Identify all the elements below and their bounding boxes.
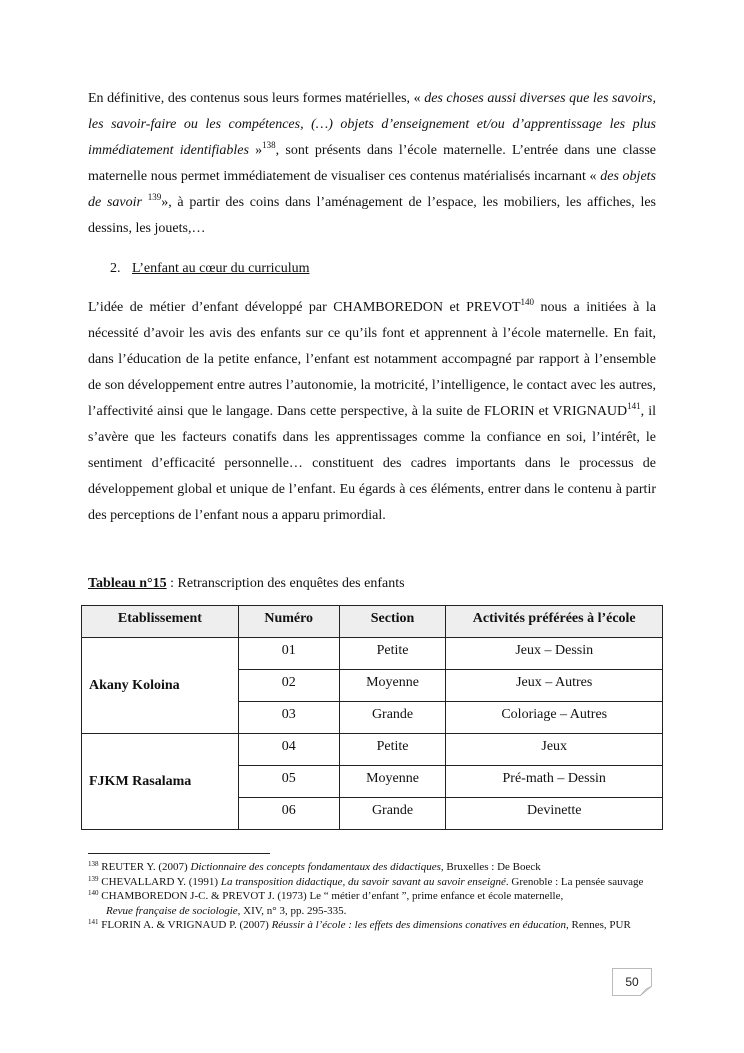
caption-label: Tableau n°15	[88, 576, 167, 591]
caption-text: : Retranscription des enquêtes des enfants	[166, 576, 405, 591]
numero-cell: 03	[238, 702, 339, 734]
activites-cell: Jeux	[446, 734, 663, 766]
footnote-number: 138	[88, 860, 99, 868]
text-run: L’idée de métier d’enfant développé par CHAMBOREDON et PREVOT	[88, 300, 521, 315]
footnote-continuation	[88, 904, 656, 919]
paragraph-enfant	[88, 295, 656, 529]
etablissement-cell: Akany Koloina	[82, 638, 239, 734]
footnote-138	[88, 860, 656, 875]
footnote-text: CHEVALLARD Y. (1991)	[98, 875, 221, 888]
text-run: , il s’avère que les facteurs conatifs dans les apprentissages comme la confiance en soi, l’intérêt, le sentiment d’efficacité personnelle… constituent des cadres importants dans le processus de développement global et unique de l’enfant. Eu égards à ces éléments, entrer dans le contenu à partir des perceptions de l’enfant nous a apparu primordial.	[88, 404, 656, 523]
section-cell: Petite	[339, 638, 446, 670]
activites-cell: Jeux – Dessin	[446, 638, 663, 670]
footnote-text: . Grenoble : La pensée sauvage	[505, 875, 644, 888]
footnote-text: REUTER Y. (2007)	[98, 861, 191, 873]
heading-title: L’enfant au cœur du curriculum	[132, 261, 310, 276]
page-number: 50	[625, 975, 639, 989]
footnote-title: Dictionnaire des concepts fondamentaux des didactiques	[190, 861, 441, 873]
footnote-ref-139[interactable]: 139	[147, 192, 162, 202]
footnotes	[88, 860, 656, 933]
page-curl-icon	[640, 986, 652, 996]
numero-cell: 01	[238, 638, 339, 670]
numero-cell: 04	[238, 734, 339, 766]
table-row	[82, 734, 663, 766]
footnote-title: Réussir à l’école : les effets des dimensions conatives en éducation	[271, 919, 567, 931]
header-section: Section	[339, 606, 446, 638]
text-run: En définitive, des contenus sous leurs formes matérielles, «	[88, 91, 425, 106]
footnote-ref-140[interactable]: 140	[520, 297, 535, 307]
footnote-141	[88, 918, 656, 933]
quote-italic: des choses aussi diverses que les savoirs, les savoir-faire ou les compétences, (…) objets d’enseignement et/ou d’apprentissage les plus immédiatement identifiables	[88, 91, 656, 158]
section-cell: Grande	[339, 798, 446, 830]
footnote-text: , XIV, n° 3, pp. 295-335.	[237, 904, 347, 917]
section-cell: Moyenne	[339, 670, 446, 702]
page-number-box	[612, 968, 652, 996]
footnote-number: 139	[88, 874, 99, 883]
activites-cell: Coloriage – Autres	[446, 702, 663, 734]
numero-cell: 05	[238, 766, 339, 798]
activites-cell: Jeux – Autres	[446, 670, 663, 702]
paragraph-contenus	[88, 86, 656, 242]
activites-cell: Devinette	[446, 798, 663, 830]
table-caption	[88, 571, 405, 597]
text-run: »	[248, 143, 263, 158]
section-cell: Grande	[339, 702, 446, 734]
header-activites: Activités préférées à l’école	[446, 606, 663, 638]
footnote-number: 141	[88, 918, 99, 926]
numero-cell: 06	[238, 798, 339, 830]
section-cell: Petite	[339, 734, 446, 766]
footnote-number: 140	[88, 889, 99, 897]
text-run: , sont présents dans l’école maternelle. L’entrée dans une classe maternelle nous permet immédiatement de visualiser ces contenus matérialisés incarnant «	[88, 143, 656, 184]
footnote-139	[88, 875, 656, 890]
quote-italic: des objets de savoir	[88, 169, 657, 210]
footnote-title: Revue française de sociologie	[106, 904, 238, 917]
table-header-row	[82, 606, 663, 638]
footnote-140	[88, 889, 656, 918]
header-etablissement: Etablissement	[82, 606, 239, 638]
text-run: », à partir des coins dans l’aménagement de l’espace, les mobiliers, les affiches, les dessins, les jouets,…	[88, 195, 657, 236]
heading-number: 2.	[110, 261, 121, 276]
table-row	[82, 638, 663, 670]
survey-table	[81, 605, 663, 830]
footnote-text: FLORIN A. & VRIGNAUD P. (2007)	[98, 919, 272, 931]
text-run: nous a initiées à la nécessité d’avoir les avis des enfants sur ce qu’ils font et apprennent à l’école maternelle. En fait, dans l’éducation de la petite enfance, l’enfant est notamment accompagné par rapport à l’ensemble de son développement entre autres l’autonomie, la motricité, l’intelligence, le contact avec les autres, l’affectivité ainsi que le langage. Dans cette perspective, à la suite de FLORIN et VRIGNAUD	[88, 300, 656, 419]
header-numero: Numéro	[238, 606, 339, 638]
footnote-ref-138[interactable]: 138	[262, 140, 276, 150]
activites-cell: Pré-math – Dessin	[446, 766, 663, 798]
footnote-separator	[88, 853, 270, 854]
footnote-title: La transposition didactique, du savoir savant au savoir enseigné	[220, 875, 506, 888]
numero-cell: 02	[238, 670, 339, 702]
footnote-text: , Bruxelles : De Boeck	[440, 861, 541, 873]
section-cell: Moyenne	[339, 766, 446, 798]
footnote-text: CHAMBOREDON J-C. & PREVOT J. (1973) Le “ métier d’enfant ”, prime enfance et école maternelle,	[98, 890, 564, 902]
section-heading	[110, 256, 310, 282]
footnote-text: , Rennes, PUR	[566, 919, 631, 931]
etablissement-cell: FJKM Rasalama	[82, 734, 239, 830]
footnote-ref-141[interactable]: 141	[627, 401, 641, 411]
